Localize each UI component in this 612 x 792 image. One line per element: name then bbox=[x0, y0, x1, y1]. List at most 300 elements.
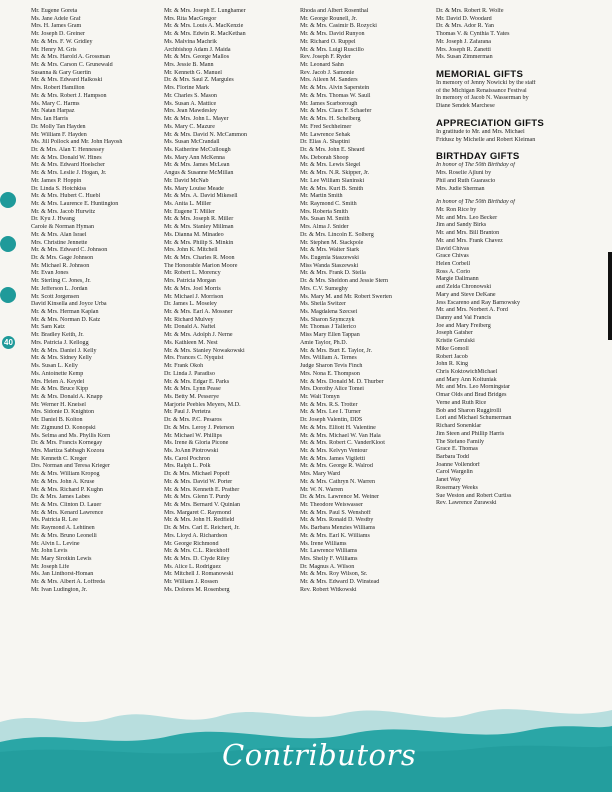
contributor-name: Ms. Jan Linthorst-Homan bbox=[31, 571, 94, 578]
contributor-name: Mr. & Mrs. D. Clyde Riley bbox=[164, 556, 230, 563]
contributor-name: Mrs. Robert Hamilton bbox=[31, 85, 85, 92]
contributor-name: Ms. Dianna M. Minadeo bbox=[164, 231, 224, 238]
contributor-name: Mr. Ron Rice by bbox=[436, 206, 477, 213]
contributor-name: Mr. & Mrs. Alan Israel bbox=[31, 231, 87, 238]
contributor-name: Mr. & Mrs. William Kropog bbox=[31, 471, 100, 478]
contributor-name: Mr. and Mrs. Frank Chavez bbox=[436, 237, 503, 244]
contributor-name: Mr. & Mrs. Louis A. MacKenzie bbox=[164, 23, 244, 30]
contributor-name: Sue Weston and Robert Curtiss bbox=[436, 492, 512, 499]
contributor-name: Mrs. Judie Sherman bbox=[436, 185, 485, 192]
contributor-name: Mr. & Mrs. Albert A. Loffreda bbox=[31, 579, 105, 586]
contributors-column-3 bbox=[300, 8, 430, 595]
contributor-name: Mrs. Jessie B. Mann bbox=[164, 62, 214, 69]
contributor-name: Mr. Michael J. Morrison bbox=[164, 293, 224, 300]
contributor-name: Dr. & Mrs. Sheldon and Jessie Stern bbox=[300, 278, 389, 285]
contributor-name: Thomas V. & Cynthia T. Yates bbox=[436, 31, 510, 38]
contributor-name: Mr. & Mrs. Sidney Kelly bbox=[31, 355, 92, 362]
contributor-name: Rev. Jacob J. Samonie bbox=[300, 69, 355, 76]
contributor-name: Mr. & Mrs. Bernard V. Quinlan bbox=[164, 502, 241, 508]
contributor-name: Mrs. Nona E. Thompson bbox=[300, 370, 360, 377]
contributor-name: Mr. & Mrs. Edgar E. Parks bbox=[164, 378, 230, 385]
contributor-name: Ms. Malvina Machrik bbox=[164, 38, 217, 45]
contributor-name: Mr. & Mrs. Elliott H. Valentine bbox=[300, 424, 376, 431]
contributor-name: Mr. & Mrs. Stanley Nowakowski bbox=[164, 347, 245, 354]
contributor-name: Mr. & Mrs. Bruno Leonelli bbox=[31, 532, 97, 539]
contributor-name: Rosemary Weeks bbox=[436, 484, 478, 491]
contributor-name: Mr. George Richmond bbox=[164, 540, 219, 547]
contributor-name: Mrs. Lloyd A. Richardson bbox=[164, 532, 228, 539]
contributor-name: Mr. Frank Okoh bbox=[164, 363, 204, 370]
contributor-name: Chris KoktowichMichael bbox=[436, 369, 498, 376]
contributor-name: Mr. Charles S. Mason bbox=[164, 92, 217, 99]
contributor-name: Dr. & Mrs. Carl E. Reichert, Jr. bbox=[164, 525, 240, 532]
contributor-name: Mrs. Sidonie D. Knighton bbox=[31, 409, 94, 416]
contributor-name: Mr. & Mrs. Kurt B. Smith bbox=[300, 185, 364, 192]
contributor-name: Phil and Ruth Guarascio bbox=[436, 177, 496, 184]
contributor-name: Mr. Jefferson L. Jordan bbox=[31, 285, 88, 292]
contributor-name: Mr. Kenneth G. Manuel bbox=[164, 69, 222, 76]
contributor-name: Joe and Mary Freiberg bbox=[436, 322, 491, 329]
contributor-name: Dr. & Mrs. P.C. Pesaros bbox=[164, 417, 222, 424]
contributor-name: Mr. & Mrs. Kelvyn Ventour bbox=[300, 447, 368, 454]
contributor-name: Mrs. Shelly F. Williams bbox=[300, 556, 358, 563]
contributor-name: Ms. Anita L. Miller bbox=[164, 200, 212, 207]
contributor-name: Mr. & Mrs. Michael W. Van Hala bbox=[300, 432, 381, 439]
contributor-name: Mr. & Mrs. Ronald D. Westby bbox=[300, 517, 374, 524]
contributor-name: Mr. & Mrs. Jacob Hurwitz bbox=[31, 208, 96, 215]
contributor-name: Mr. & Mrs. Edwin R. MacKethan bbox=[164, 31, 246, 38]
contributor-name: Omar Olds and Brad Bridges bbox=[436, 392, 507, 399]
contributor-name: The Stefano Family bbox=[436, 438, 485, 445]
contributor-name: In memory of Jacob N. Wasserman by bbox=[436, 95, 529, 102]
contributor-name: Mrs. Christine Jennette bbox=[31, 239, 88, 246]
contributor-name: Mr. Joseph D. Greiner bbox=[31, 31, 85, 38]
contributor-name: Mr. & Mrs. Kenard Lawrence bbox=[31, 509, 104, 516]
contributor-name: Ms. Susan A. Mattice bbox=[164, 100, 217, 107]
contributor-name: Mr. & Mrs. Roy Wilson, Sr. bbox=[300, 571, 368, 578]
contributor-name: Dr. & Mrs. John E. Sheard bbox=[300, 146, 365, 153]
contributor-name: Mr. & Mrs. George R. Walrod bbox=[300, 463, 373, 470]
contributor-name: Mr. Daniel B. Kolton bbox=[31, 417, 83, 424]
contributor-name: Ms. Susan Zimmerman bbox=[436, 54, 493, 61]
contributor-name: Ms. Jane Adele Graf bbox=[31, 15, 81, 22]
contributor-name: Dr. & Mrs. Michael Popoff bbox=[164, 471, 230, 478]
contributor-name: Barbara Todd bbox=[436, 453, 469, 460]
contributor-name: Mr. Henry M. Gris bbox=[31, 46, 77, 53]
birthday-gifts-group-2 bbox=[436, 207, 598, 508]
contributors-column-2 bbox=[164, 8, 308, 595]
contributor-name: Mrs. Jean Mawdesley bbox=[164, 108, 217, 115]
contributor-name: Mrs. Patricia J. Kellogg bbox=[31, 339, 89, 346]
contributor-name: Mr. & Mrs. David Runyon bbox=[300, 31, 365, 38]
contributor-name: Mr. Lawrence Williams bbox=[300, 548, 358, 555]
contributor-name: Mr. Alvin L. Levine bbox=[31, 540, 80, 547]
contributor-name: Mr. & Mrs. David N. McCammon bbox=[164, 131, 247, 138]
contributor-name: Mrs. Florine Mark bbox=[164, 85, 209, 92]
contributor-name: Mrs. Martiza Sabbagh Kozora bbox=[31, 447, 105, 454]
contributor-name: Rev. Robert Witkowski bbox=[300, 586, 357, 593]
contributor-name: Mrs. Ian Harris bbox=[31, 116, 69, 123]
contributor-name: Mr. & Mrs. A. David Mikesell bbox=[164, 193, 238, 200]
contributor-name: Mr. & Mrs. Robert J. Hampson bbox=[31, 92, 107, 99]
contributor-name: Mr. & Mrs. R.S. Trotter bbox=[300, 401, 358, 408]
contributor-name: Ms. Betty M. Pesserye bbox=[164, 393, 219, 400]
contributor-name: Mr. Joseph Life bbox=[31, 563, 70, 570]
contributor-name: Mr. & Mrs. Charles R. Moon bbox=[164, 255, 235, 261]
contributor-name: Dr. & Mrs. Leroy J. Peterson bbox=[164, 424, 235, 431]
memorial-gifts-heading: MEMORIAL GIFTS bbox=[436, 69, 524, 81]
contributor-name: Dr. Molly Tan Hayden bbox=[31, 123, 86, 130]
decorative-dot bbox=[0, 287, 16, 303]
contributor-name: Mr. Evan Jones bbox=[31, 270, 69, 277]
contributor-name: Mr. Eugene Goreta bbox=[31, 8, 78, 14]
contributor-name: Mrs. Patricia Morgan bbox=[164, 278, 216, 285]
contributor-name: Mr. & Mrs. Hubert C. Huebl bbox=[31, 193, 101, 200]
contributor-name: Ms. Mary C. Mazure bbox=[164, 123, 215, 130]
contributor-name: Mr. & Mrs. Casimir B. Rozycki bbox=[300, 23, 377, 30]
contributor-name: Joanne Vollendorf bbox=[436, 461, 480, 468]
contributor-name: Mr. & Mrs. Thomas W. Saull bbox=[300, 92, 371, 99]
contributor-name: Mrs. John K. Mitchell bbox=[164, 247, 218, 254]
contributor-name: Archbishop Adam J. Maida bbox=[164, 46, 231, 53]
contributor-name: Mr. Sterling C. Jones, Jr. bbox=[31, 278, 91, 285]
contributor-name: Mrs. Margaret C. Raymond bbox=[164, 509, 231, 516]
contributor-name: Grace E. Thomas bbox=[436, 446, 479, 453]
contributor-name: Mr. & Mrs. Philip S. Minkin bbox=[164, 239, 234, 246]
contributor-name: Ms. Patricia R. Lee bbox=[31, 517, 78, 524]
contributor-name: Mr. William J. Rossen bbox=[164, 579, 218, 586]
contributor-name: Mr. and Mrs. Leo Morningstar bbox=[436, 384, 510, 391]
contributor-name: and Mary Ann Koltuniak bbox=[436, 376, 497, 383]
contributor-name: Mr. and Mrs. Bill Branton bbox=[436, 230, 500, 237]
contributor-name: Dr. & Mrs. Lawrence M. Weiner bbox=[300, 494, 379, 501]
contributor-name: Mr. Michael W. Phillips bbox=[164, 432, 222, 439]
contributor-name: Mr. & Mrs. N.R. Skipper, Jr. bbox=[300, 170, 370, 177]
contributor-name: Mr. James Scarborough bbox=[300, 100, 358, 107]
contributor-name: Mr. Martin Smith bbox=[300, 193, 343, 200]
contributor-name: Mr. Bradley Keith, Jr. bbox=[31, 332, 84, 339]
contributor-name: Verne and Ruth Rice bbox=[436, 399, 487, 406]
contributor-name: Mr. Thomas J Tallerico bbox=[300, 324, 357, 331]
contributor-name: Dr. Elias A. Shaptini bbox=[300, 139, 350, 146]
contributor-name: Mr. & Mrs. Herman Kaplan bbox=[31, 309, 99, 316]
contributor-name: Mr. Lawrence Sehak bbox=[300, 131, 351, 138]
contributor-name: Mr. & Mrs. Edward C. Johnson bbox=[31, 247, 108, 254]
contributor-name: Mr. Lee William Slaninski bbox=[300, 177, 365, 184]
contributor-name: Mr. & Mrs. Leslie J. Hogan, Jr. bbox=[31, 170, 107, 177]
contributor-name: Lori and Michael Schumerman bbox=[436, 415, 512, 422]
contributor-name: Mr. David D. Woodard bbox=[436, 15, 492, 22]
contributor-name: Richard Sonenklar bbox=[436, 423, 482, 430]
contributor-name: Mr. Scott Jorgensen bbox=[31, 293, 80, 300]
contributor-name: Rhoda and Albert Rosenthal bbox=[300, 8, 369, 14]
contributor-name: Mr. Mitchell J. Romanowski bbox=[164, 571, 234, 578]
contributor-name: Mr. Raymond C. Smith bbox=[300, 200, 357, 207]
contributor-name: Mr. & Mrs. Earl A. Mossner bbox=[164, 309, 233, 316]
contributor-name: Ms. Magdalena Szecsei bbox=[300, 309, 358, 316]
contributor-name: Mr. & Mrs. Walter Stark bbox=[300, 247, 360, 254]
contributor-name: Ms. Mary M. and Mr. Robert Swerten bbox=[300, 293, 392, 300]
contributor-name: Mr. & Mrs. Kenneth E. Prather bbox=[164, 486, 240, 493]
birthday-gifts-group-1 bbox=[436, 170, 598, 193]
contributor-name: Mr. & Mrs. Richard P. Kughn bbox=[31, 486, 103, 493]
contributor-name: Jess Escareno and Ray Barnowsky bbox=[436, 299, 520, 306]
appreciation-gifts-text bbox=[436, 129, 598, 144]
contributor-name: Mrs. Roselie Ajluni by bbox=[436, 170, 492, 177]
contributor-name: Mr. Donald A. Naftel bbox=[164, 324, 216, 331]
contributor-name: Miss Mary Ellen Tappan bbox=[300, 332, 360, 339]
contributor-name: Mr. & Mrs. Daniel J. Kelly bbox=[31, 347, 97, 354]
decorative-dot bbox=[0, 192, 16, 208]
contributor-name: Danny and Val Francis bbox=[436, 315, 492, 321]
contributor-name: David Chivas bbox=[436, 245, 470, 252]
contributor-name: Dr. Joseph Valentin, DDS bbox=[300, 417, 363, 424]
contributor-name: Ms. Irene & Gloria Picone bbox=[164, 440, 229, 447]
contributor-name: Mr. & Mrs. John L. Mayer bbox=[164, 116, 229, 123]
contributor-name: Mike Gomoll bbox=[436, 345, 469, 352]
contributor-name: Mr. & Mrs. Lewis Siegel bbox=[300, 162, 361, 169]
memorial-gifts-text bbox=[436, 80, 598, 111]
contributor-name: Mr. & Mrs. John A. Kruse bbox=[31, 478, 95, 485]
contributor-name: Mr. Mary Sirotkin Lewis bbox=[31, 556, 92, 563]
contributor-name: Dr. & Mrs. Saul Z. Margules bbox=[164, 77, 234, 84]
contributor-name: Mr. & Mrs. C.L. Rieckhoff bbox=[164, 548, 230, 555]
contributor-name: Dr. Magnus A. Wilson bbox=[300, 563, 355, 570]
contributor-name: Ms. Alice L. Rodriguez bbox=[164, 563, 221, 570]
contributor-name: Rev. Joseph F. Ryder bbox=[300, 54, 351, 61]
contributor-name: Mr. Werner H. Kneisel bbox=[31, 401, 86, 408]
contributor-name: Ms. Kathleen M. Nest bbox=[164, 339, 218, 346]
contributor-name: Mr. George Rounell, Jr. bbox=[300, 15, 357, 22]
contributor-name: Ms. Susan L. Kelly bbox=[31, 363, 78, 370]
contributor-name: Ms. Katherine McCullough bbox=[164, 146, 231, 153]
contributor-name: Mr. & Mrs. Laurence E. Huntington bbox=[31, 200, 119, 207]
contributor-name: Mr. & Mrs. Edward Halkoski bbox=[31, 77, 103, 84]
contributor-name: In gratitude to Mr. and Mrs. Michael bbox=[436, 128, 525, 135]
contributor-name: Ms. Irene Williams bbox=[300, 540, 347, 547]
contributor-name: Judge Sharon Tevis Finch bbox=[300, 363, 363, 370]
contributor-name: Mary and Steve DeKane bbox=[436, 291, 496, 298]
contributor-name: Robert Jacob bbox=[436, 353, 468, 360]
contributor-name: Carole & Norman Hyman bbox=[31, 224, 94, 231]
contributor-name: Ms. Susan McCrandall bbox=[164, 139, 220, 146]
contributor-name: In memory of Jenny Nowicki by the staff bbox=[436, 80, 536, 87]
contributor-name: and Zelda Chronowski bbox=[436, 284, 492, 291]
contributor-name: Ms. Antoinette Kemp bbox=[31, 370, 84, 377]
contributor-name: Ms. Sheila Switzer bbox=[300, 301, 346, 308]
contributor-name: Mrs. Joseph R. Zanetti bbox=[436, 46, 491, 53]
contributor-name: John R. King bbox=[436, 361, 469, 368]
contributor-name: Mrs. Alma J. Snider bbox=[300, 224, 349, 231]
contributor-name: Ms. Eugenia Staszewski bbox=[300, 255, 359, 261]
contributors-list-continued bbox=[436, 8, 598, 62]
contributor-name: Carol Wargelin bbox=[436, 469, 473, 476]
contributor-name: Mr. & Mrs. Donald A. Knapp bbox=[31, 393, 103, 400]
contributor-name: Mr. James P. Hoppin bbox=[31, 177, 82, 184]
contributor-name: Mr. Richard Mulvey bbox=[164, 316, 214, 323]
contributor-name: Mrs. Ralph L. Polk bbox=[164, 463, 211, 470]
contributor-name: Mrs. Frances C. Nyquist bbox=[164, 355, 224, 362]
contributor-name: Mr. & Mrs. Adolph J. Nerne bbox=[164, 332, 233, 339]
page-number: 40 bbox=[2, 336, 15, 349]
contributor-name: Dr. & Mrs. Ador R. Yan bbox=[436, 23, 494, 30]
contributor-name: Ms. Deborah Shoop bbox=[300, 154, 349, 161]
contributor-name: Mrs. Mary Ward bbox=[300, 471, 341, 478]
contributor-name: Ms. Carol Pochron bbox=[164, 455, 210, 462]
contributor-name: Mr. Richard O. Ruppel bbox=[300, 38, 356, 45]
contributor-name: The Honorable Marion Moore bbox=[164, 262, 238, 269]
contributor-name: Amie Taylor, Ph.D. bbox=[300, 339, 348, 346]
contributor-name: Margie Dallmann bbox=[436, 276, 479, 283]
contributor-name: Joseph Gatsher bbox=[436, 330, 473, 337]
contributor-name: Kristie Gerulski bbox=[436, 338, 475, 345]
contributor-name: Mr. David McNab bbox=[164, 177, 209, 184]
contributor-name: Mr. & Mrs. John H. Redfield bbox=[164, 517, 235, 524]
contributor-name: Ms. Selma and Ms. Phyllis Korn bbox=[31, 432, 111, 439]
contributor-name: Mr. Theodore Weiswasser bbox=[300, 502, 363, 508]
contributor-name: Ms. Mary C. Harms bbox=[31, 100, 80, 107]
contributor-name: Mr. & Mrs. Luigi Ruscillo bbox=[300, 46, 364, 53]
birthday-honor-line: In honor of The 50th Birthday of bbox=[436, 199, 515, 206]
contributor-name: Drs. Norman and Teresa Krieger bbox=[31, 463, 110, 470]
contributor-name: Dr. & Mrs. Lincoln E. Solberg bbox=[300, 231, 374, 238]
contributor-name: Mr. & Mrs. James McLean bbox=[164, 162, 230, 169]
contributor-name: Mr. & Mrs. Burt E. Taylor, Jr. bbox=[300, 347, 372, 354]
contributor-name: Mr. Stephen M. Stackpole bbox=[300, 239, 364, 246]
contributor-name: Dr. James L. Moseley bbox=[164, 301, 217, 308]
contributor-name: Helen Corbell bbox=[436, 260, 471, 267]
contributor-name: Mr. Sam Katz bbox=[31, 324, 65, 331]
contributors-column-4 bbox=[436, 8, 598, 508]
contributor-name: Marjorie Peebles Meyers, M.D. bbox=[164, 401, 241, 408]
contributor-name: Ms. JoAnn Piotrowski bbox=[164, 447, 219, 454]
contributor-name: Mr. & Mrs. Cathryn N. Warren bbox=[300, 478, 375, 485]
contributor-name: Bob and Sharon Ruggirolli bbox=[436, 407, 502, 414]
contributor-name: Mr. Kenneth C. Kreger bbox=[31, 455, 87, 462]
contributor-name: Mr. & Mrs. Alvin Saperstein bbox=[300, 85, 370, 92]
contributor-name: Mr. & Mrs. Edward D. Winstead bbox=[300, 579, 380, 586]
contributor-name: Mr. Raymond A. Lehtinen bbox=[31, 525, 95, 532]
contributor-name: Mr. & Mrs. Lee I. Turner bbox=[300, 409, 361, 416]
contributor-name: Mr. & Mrs. Norman D. Katz bbox=[31, 316, 101, 323]
contributor-name: Mr. William F. Hayden bbox=[31, 131, 87, 138]
contributor-name: Mrs. H. James Gram bbox=[31, 23, 82, 30]
appreciation-gifts-heading: APPRECIATION GIFTS bbox=[436, 117, 545, 129]
contributor-name: Mr. & Mrs. Frank D. Stella bbox=[300, 270, 366, 277]
contributor-name: Fridusz by Michelle and Robert Kleiman bbox=[436, 136, 536, 143]
contributor-name: Mr. & Mrs. David W. Porter bbox=[164, 478, 233, 485]
contributor-name: of the Michigan Renaissance Festival bbox=[436, 87, 527, 94]
contributor-name: Grace Chivas bbox=[436, 253, 469, 260]
contributor-name: Mrs. William A. Ternes bbox=[300, 355, 357, 362]
contributor-name: Mrs. Rita MacGregor bbox=[164, 15, 217, 22]
birthday-gifts-heading: BIRTHDAY GIFTS bbox=[436, 151, 520, 163]
contributor-name: Mrs. Helen A. Keydel bbox=[31, 378, 85, 385]
contributor-name: Dr. Linda S. Hotchkiss bbox=[31, 185, 87, 192]
contributor-name: Mr. & Mrs. Clinton D. Lauer bbox=[31, 502, 102, 508]
contributor-name: Mr. & Mrs. Harold A. Grossman bbox=[31, 54, 110, 61]
contributor-name: Dr. & Mrs. Gage Johnson bbox=[31, 255, 94, 261]
contributor-name: Ms. Barbara Menzies Williams bbox=[300, 525, 376, 532]
contributor-name: Ms. Jill Pollock and Mr. John Hayosh bbox=[31, 139, 123, 146]
contributor-name: Mr. Paul J. Pertetra bbox=[164, 409, 211, 416]
contributor-name: David Kinsella and Joyce Urba bbox=[31, 301, 107, 308]
contributor-name: Mr. Michael R. Johnson bbox=[31, 262, 90, 269]
contributor-name: Dr. Linda J. Paradiso bbox=[164, 370, 215, 377]
contributor-name: Mr. & Mrs. Edward Hoelscher bbox=[31, 162, 105, 169]
contributors-column-1 bbox=[31, 8, 157, 595]
contributor-name: Mr. & Mrs. F. W. Gridley bbox=[31, 38, 93, 45]
contributor-name: Mr. and Mrs. Leo Becker bbox=[436, 214, 498, 221]
contributor-name: Mr. & Mrs. Earl K. Williams bbox=[300, 532, 370, 539]
right-edge-bar bbox=[608, 252, 612, 340]
contributor-name: Mr. & Mrs. Glenn T. Purdy bbox=[164, 494, 230, 501]
contributor-name: Mr. & Mrs. Stanley Millman bbox=[164, 224, 234, 231]
contributor-name: Janet Way bbox=[436, 477, 461, 484]
contributor-name: Ms. Mary Ann McKenna bbox=[164, 154, 225, 161]
contributor-name: Jim and Sandy Birks bbox=[436, 222, 487, 229]
contributor-name: Mrs. C.V. Sumeghy bbox=[300, 285, 348, 292]
contributor-name: Dr. Kyu J. Hwang bbox=[31, 216, 75, 223]
contributor-name: Mr. and Mrs. Norbert A. Ford bbox=[436, 307, 508, 314]
contributor-name: Mr. & Mrs. Donald W. Hines bbox=[31, 154, 102, 161]
contributor-name: Mr. & Mrs. Lynn Pease bbox=[164, 386, 221, 393]
contributor-name: Dr. & Mrs. Francis Kornegay bbox=[31, 440, 103, 447]
contributor-name: Mr. Walt Tomyn bbox=[300, 393, 340, 400]
contributor-name: Mr. Eugene T. Miller bbox=[164, 208, 215, 215]
contributor-name: Mr. & Mrs. H. Schelberg bbox=[300, 116, 361, 123]
contributor-name: Mr. Robert L. Morency bbox=[164, 270, 221, 277]
contributor-name: Mr. & Mrs. Joel Morris bbox=[164, 285, 221, 292]
contributor-name: Dr. & Mrs. Robert R. Wolfe bbox=[436, 8, 504, 14]
contributor-name: Mr. & Mrs. Paul S. Wenshoff bbox=[300, 509, 371, 516]
contributor-name: Mr. Ivan Ludington, Jr. bbox=[31, 586, 88, 593]
contributor-name: Ms. Mary Louise Meade bbox=[164, 185, 224, 192]
contributor-name: Mr. & Mrs. Bruce Kipp bbox=[31, 386, 89, 393]
contributor-name: Mr. W. N. Warren bbox=[300, 486, 344, 493]
contributor-name: Mr. & Mrs. Carson C. Grunewald bbox=[31, 62, 113, 69]
contributor-name: Dr. & Mrs. James Labes bbox=[31, 494, 90, 501]
contributor-name: Mr. Fred Sechheimer bbox=[300, 123, 352, 130]
contributor-name: Mr. & Mrs. Claus F. Schaefer bbox=[300, 108, 372, 115]
birthday-honor-line: In honor of The 50th Birthday of bbox=[436, 162, 515, 169]
contributor-name: Mr. Leonard Sahn bbox=[300, 62, 344, 69]
contributor-name: Mrs. Roberta Smith bbox=[300, 208, 348, 215]
contributor-name: Mr. & Mrs. George Mallos bbox=[164, 54, 230, 61]
contributor-name: Mr. & Mrs. Joseph E. Lunghamer bbox=[164, 8, 246, 14]
contributor-name: Ms. Dolores M. Rosenberg bbox=[164, 586, 230, 593]
contributor-name: Mr. Zigmund D. Konopski bbox=[31, 424, 96, 431]
contributor-name: Diane Sendek Marchese bbox=[436, 103, 495, 110]
contributor-name: Rev. Lawrence Zurawski bbox=[436, 500, 497, 507]
contributor-name: Susanna & Gary Guertin bbox=[31, 69, 91, 76]
contributor-name: Miss Wanda Staszewski bbox=[300, 262, 359, 269]
footer-title: Contributors bbox=[222, 738, 417, 772]
contributor-name: Ross A. Corio bbox=[436, 268, 471, 275]
contributor-name: Mrs. Dorothy Alice Tomei bbox=[300, 386, 364, 393]
contributor-name: Mr. & Mrs. Donald M. D. Thurber bbox=[300, 378, 384, 385]
contributor-name: Ms. Susan M. Smith bbox=[300, 216, 350, 223]
contributor-name: Jim Steen and Phillip Harris bbox=[436, 430, 505, 437]
contributor-name: Angus & Susanne McMillan bbox=[164, 170, 234, 177]
contributor-name: Mr. Natan Harpaz bbox=[31, 108, 75, 115]
decorative-dot bbox=[0, 236, 16, 252]
contributor-name: Mrs. Aileen M. Sanders bbox=[300, 77, 358, 84]
contributor-name: Mr. & Mrs. Joseph R. Miller bbox=[164, 216, 234, 223]
contributor-name: Mr. Joseph J. Zafarana bbox=[436, 38, 491, 45]
contributor-name: Mr. & Mrs. James Vigiletti bbox=[300, 455, 366, 462]
contributor-name: Mr. John Levis bbox=[31, 548, 68, 555]
